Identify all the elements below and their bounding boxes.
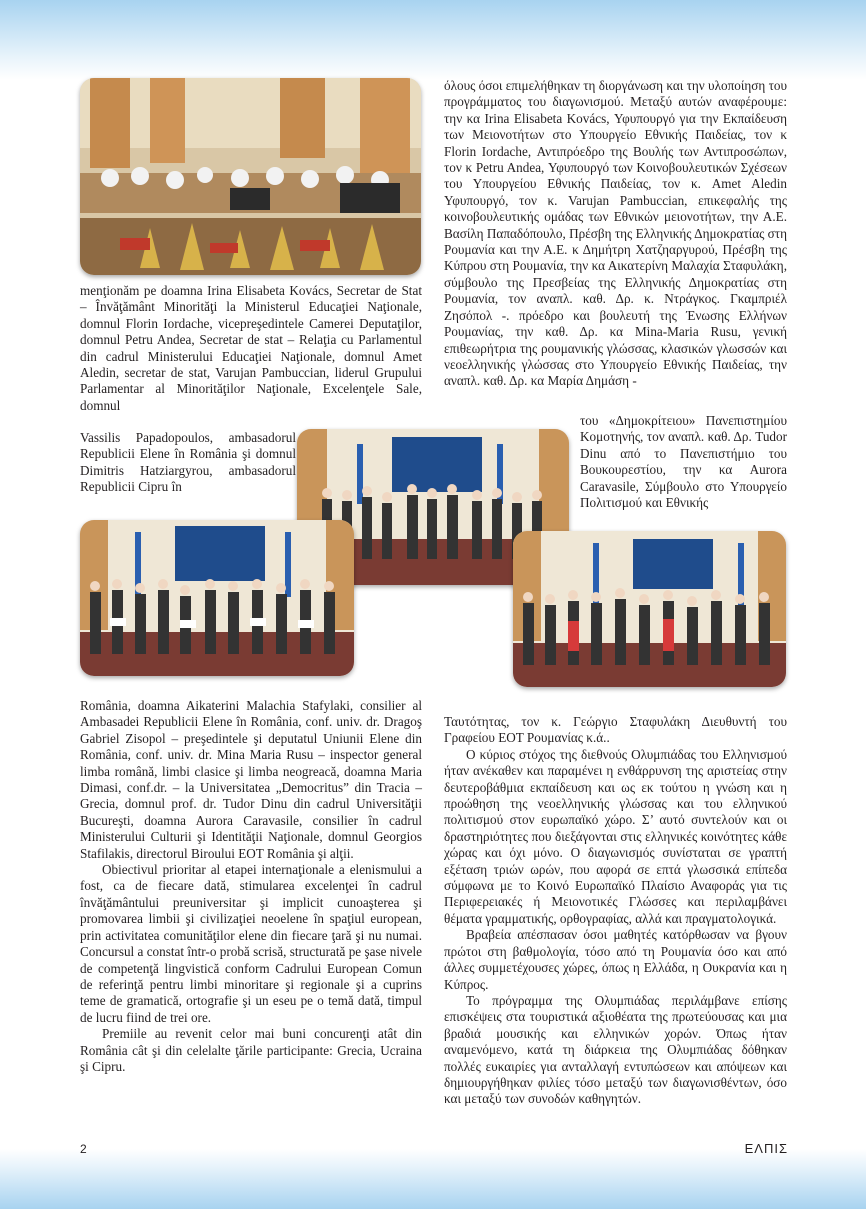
ro-paragraph-prizes: Premiile au revenit celor mai buni concurenţi atât din România cât şi din celelalte ţările participante: Grecia, Ucraina şi Cipru. <box>80 1026 422 1074</box>
ro-paragraph-officials: România, doamna Aikaterini Malachia Stafylaki, consilier al Ambasadei Republicii Elene în România, conf. univ. dr. Dragoş Gabriel Zisopol – preşedintele şi deputatul Uniunii Elene din România, conf. univ. dr. Mina Maria Rusu – inspector general limba română, limbi clasice şi limba neogreacă, doamna Maria Dimasi, conf.dr. – la Universitatea „Democritus” din Tracia – Grecia, domnul prof. dr. Tudor Dinu din cadrul Universităţii Bucureşti, doamna Aurora Caravasile, consilier în cadrul Ministerului Culturii şi Identităţii Naţionale, domnul Georgios Stafilakis, directorul Biroului EOT România şi alţii. <box>80 698 422 861</box>
ro-text-lower <box>80 698 422 1075</box>
gr-paragraph-goal: Ο κύριος στόχος της διεθνούς Ολυμπιάδας του Ελληνισμού ήταν ανέκαθεν και παραμένει η ενθάρρυνση της αριστείας στην δευτεροβάθμια εκπαίδευση και ως εκ τούτου η γνώση και η προώθηση της νεοελληνικής γλώσσας και του ελληνικού πολιτισμού στον ευρωπαϊκό χώρο. Σ’ αυτό συντελούν και οι δραστηριότητες που διεξάγονται στις ελληνικές κοινότητες κάθε χώρας και όχι μόνο. Ο διαγωνισμός συνίσταται σε γραπτή εξέταση τριών ωρών, που αφορά σε επτά γλωσσικά επίπεδα σύμφωνα με το Κοινό Ευρωπαϊκό Πλαίσιο Αναφοράς για τις Περιφερειακές ή Μειονοτικές Γλώσσες και περιλαμβάνει θέματα γραμματικής, ορθογραφίας, αλλά και πραγματολογικά. <box>444 746 787 926</box>
ro-paragraph-intro: menţionăm pe doamna Irina Elisabeta Kovács, Secretar de Stat – Învăţământ Minorităţi la Ministerul Educaţiei Naţionale, domnul Florin Iordache, vicepreşedintele Camerei Deputaţilor, domnul Petru Andea, Secretar de stat – Relaţia cu Parlamentul din cadrul Ministerului Educaţiei Naţionale, domnul Amet Aledin, secretar de stat, Varujan Pambuccian, liderul Grupului Parlamentar al Minorităţilor Naţionale, Excelenţele Sale, domnul <box>80 283 422 413</box>
gr-paragraph-program: Το πρόγραμμα της Ολυμπιάδας περιλάμβανε επίσης επισκέψεις στα τουριστικά αξιοθέατα της πρωτεύουσας και μια βραδιά μουσικής και ελληνικών χορών. Όπως ήταν αναμενόμενο, κατά τη διάρκεια της Ολυμπιάδας δόθηκαν πολλές ευκαιρίες για ανταλλαγή εντυπώσεων και απόψεων και δημιουργήθηκαν φιλίες τόσο μεταξύ των διαγωνισθέντων, όσο και μεταξύ των συνοδών καθηγητών. <box>444 992 787 1107</box>
gr-paragraph-intro: όλους όσοι επιμελήθηκαν τη διοργάνωση και την υλοποίηση του προγράμματος του διαγωνισμού. Μεταξύ αυτών αναφέρουμε: την κα Irina Elisabeta Kovács, Υφυπουργό για την Εκπαίδευση των Μειονοτήτων στο Υπουργείο Εθνικής Παιδείας, τον κ Florin Iordache, Αντιπρόεδρο της Βουλής των Αντιπροσώπων, τον κ Petru Andea, Υφυπουργό των Κοινοβουλευτικών Σχέσεων του Υπουργείου Εθνικής Παιδείας, τον κ. Amet Aledin Υφυπουργό, τον κ. Varujan Pambuccian, επικεφαλής της κοινοβουλευτικής ομάδας των Εθνικών μειονοτήτων, την Α.Ε. Βασίλη Παπαδόπουλο, Πρέσβη της Ελληνικής Δημοκρατίας στη Ρουμανία και την Α.Ε. κ Δημήτρη Χατζηαργυρού, Πρέσβη της Κύπρου στη Ρουμανία, την κα Αικατερίνη Μαλαχία Σταφυλάκη, σύμβουλο της Πρεσβείας της Ελληνικής Δημοκρατίας στη Ρουμανία, τον αναπλ. καθ. Δρ. κ. Ντράγκος. Γκαμπριέλ Ζησόπολ -. πρόεδρο και βουλευτή της Ένωσης Ελλήνων Ρουμανίας, την καθ. Δρ. κα Mina-Maria Rusu, γενική επιθεωρήτρια της ρουμανικής γλώσσας, κλασικών γλωσσών και νεοελληνικής γλώσσας στο Υπουργείο Εθνικής Παιδείας, την αναπλ. καθ. Δρ. κα Μαρία Δημάση - <box>444 78 787 389</box>
gr-paragraph-awards: Βραβεία απέσπασαν όσοι μαθητές κατόρθωσαν να βγουν πρώτοι στη βαθμολογία, τόσο από τη Ρουμανία όσο και από άλλες συμμετέχουσες χώρες, όπως η Ελλάδα, η Ουκρανία και η Κύπρος. <box>444 927 787 992</box>
ro-text-upper <box>80 283 422 414</box>
bottom-gradient-band <box>0 1149 866 1209</box>
ro-paragraph-ambassadors: Vassilis Papadopoulos, ambasadorul Republicii Elene în România şi domnul Dimitris Hatziargyrou, ambasadorul Republicii Cipru în <box>80 430 296 495</box>
gr-paragraph-professors: του «Δημοκρίτειου» Πανεπιστημίου Κομοτηνής, τον αναπλ. καθ. Δρ. Tudor Dinu από το Πανεπιστήμιο του Βουκουρεστίου, την κα Aurora Caravasile, Σύμβουλο στο Υπουργείο Πολιτισμού και Εθνικής <box>580 413 787 511</box>
photo-award-group-left <box>80 520 354 676</box>
page-number: 2 <box>80 1142 87 1156</box>
photo-exam-hall-trophies <box>80 78 421 275</box>
gr-text-lower <box>444 714 787 1108</box>
gr-text-wrap <box>580 413 787 511</box>
photo-award-group-right <box>513 531 786 687</box>
gr-paragraph-identity: Ταυτότητας, τον κ. Γεώργιο Σταφυλάκη Διευθυντή του Γραφείου EOT Ρουμανίας κ.ά.. <box>444 714 787 746</box>
magazine-name: ΕΛΠΙΣ <box>744 1141 788 1156</box>
top-gradient-band <box>0 0 866 80</box>
gr-text-upper <box>444 78 787 390</box>
ro-text-wrap <box>80 430 296 496</box>
ro-paragraph-objective: Obiectivul prioritar al etapei internaţionale a elenismului a fost, ca de fiecare dată, stimularea excelenţei în cadrul învăţământului preuniversitar şi implicit cunoaşterea şi promovarea limbii şi civilizaţiei neoelene în spaţiul european, prin activitatea comunităţilor elene din fiecare ţară şi nu numai. Concursul a constat într-o probă scrisă, structurată pe şase nivele de competenţă lingvistică conform Cadrului European Comun de referinţă pentru limbi minoritare şi regionale şi a cuprins teme de gramatică, ortografie şi un eseu pe o temă dată, timpul de lucru fiind de trei ore. <box>80 862 422 1025</box>
